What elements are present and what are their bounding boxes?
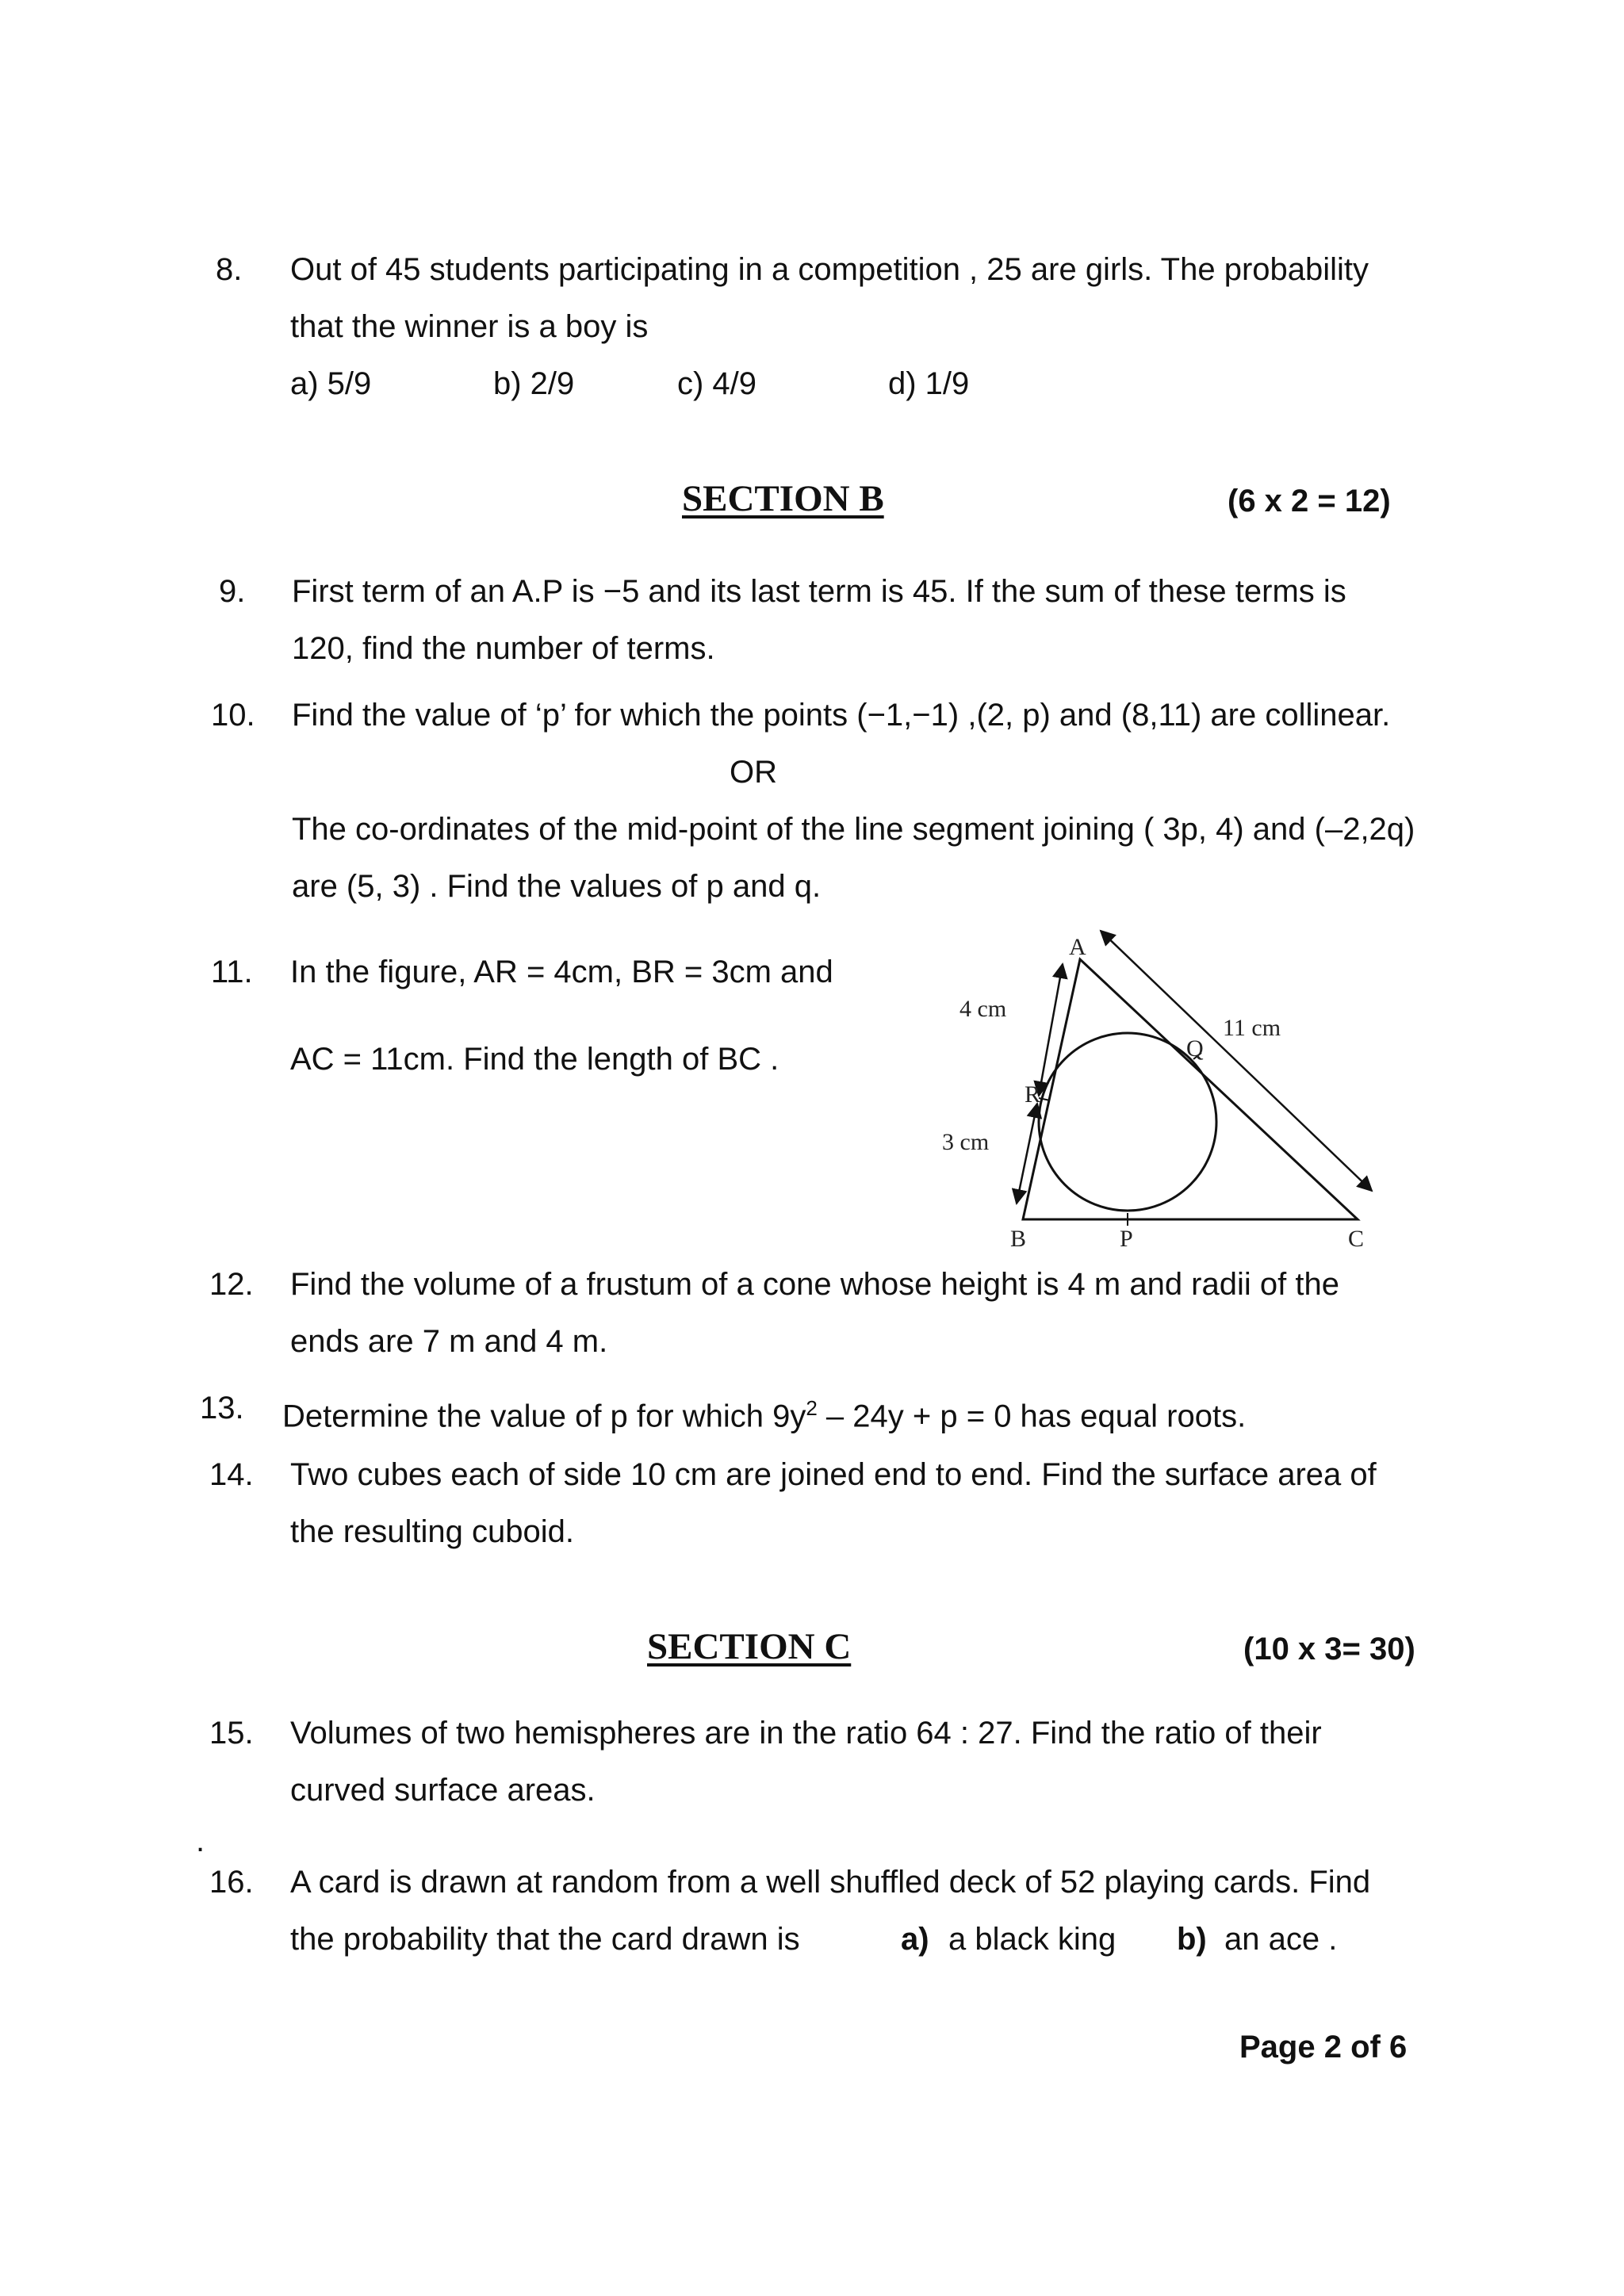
question-8-line-1: Out of 45 students participating in a competition , 25 are girls. The probability bbox=[290, 252, 1369, 287]
section-b-marks: (6 x 2 = 12) bbox=[1228, 484, 1391, 519]
question-10-alt-line-1: The co-ordinates of the mid-point of the line segment joining ( 3p, 4) and (–2,2q) bbox=[292, 812, 1415, 847]
question-8-line-2: that the winner is a boy is bbox=[290, 309, 649, 344]
question-16-line-2: the probability that the card drawn is bbox=[290, 1922, 800, 1957]
question-11-line-1: In the figure, AR = 4cm, BR = 3cm and bbox=[290, 955, 833, 989]
label-br-length: 3 cm bbox=[942, 1129, 990, 1155]
arrow-br bbox=[1017, 1104, 1037, 1203]
question-number-15: 15. bbox=[209, 1716, 254, 1751]
question-number-14: 14. bbox=[209, 1457, 254, 1492]
question-13-text bbox=[282, 1389, 1246, 1435]
question-number-8: 8. bbox=[216, 252, 243, 287]
label-point-r: R bbox=[1025, 1081, 1041, 1108]
question-number-11: 11. bbox=[211, 955, 253, 989]
question-15-line-2: curved surface areas. bbox=[290, 1773, 596, 1808]
label-ac-length: 11 cm bbox=[1223, 1015, 1281, 1041]
stray-dot: . bbox=[196, 1823, 205, 1858]
question-11-line-2: AC = 11cm. Find the length of BC . bbox=[290, 1042, 779, 1077]
question-number-16: 16. bbox=[209, 1865, 254, 1900]
question-13-exponent: 2 bbox=[806, 1396, 818, 1420]
question-10-line-1: Find the value of ‘p’ for which the points (−1,−1) ,(2, p) and (8,11) are collinear. bbox=[292, 698, 1391, 733]
triangle-incircle-figure bbox=[928, 920, 1388, 1253]
question-10-alt-line-2: are (5, 3) . Find the values of p and q. bbox=[292, 869, 822, 904]
question-16-part-a-label: a) bbox=[901, 1922, 929, 1957]
question-number-12: 12. bbox=[209, 1267, 254, 1302]
label-ar-length: 4 cm bbox=[959, 996, 1007, 1022]
question-10-or: OR bbox=[730, 755, 777, 790]
question-14-line-2: the resulting cuboid. bbox=[290, 1514, 575, 1549]
question-8-option-a: a) 5/9 bbox=[290, 366, 372, 401]
arrow-ac bbox=[1101, 931, 1372, 1191]
label-vertex-c: C bbox=[1348, 1226, 1365, 1252]
question-8-option-b: b) 2/9 bbox=[493, 366, 575, 401]
label-vertex-a: A bbox=[1069, 934, 1086, 960]
question-16-part-b-label: b) bbox=[1177, 1922, 1207, 1957]
section-b-title: SECTION B bbox=[682, 478, 884, 519]
question-number-9: 9. bbox=[219, 574, 246, 609]
question-14-line-1: Two cubes each of side 10 cm are joined end to end. Find the surface area of bbox=[290, 1457, 1377, 1492]
question-number-10: 10. bbox=[211, 698, 255, 733]
question-13-text-post: – 24y + p = 0 has equal roots. bbox=[817, 1399, 1247, 1434]
question-8-option-c: c) 4/9 bbox=[677, 366, 757, 401]
question-9-line-1: First term of an A.P is −5 and its last term is 45. If the sum of these terms is bbox=[292, 574, 1346, 609]
question-13-text-pre: Determine the value of p for which 9y bbox=[282, 1399, 806, 1434]
section-c-title: SECTION C bbox=[647, 1626, 852, 1667]
section-c-marks: (10 x 3= 30) bbox=[1243, 1632, 1415, 1667]
question-12-line-1: Find the volume of a frustum of a cone whose height is 4 m and radii of the bbox=[290, 1267, 1339, 1302]
question-16-part-b-text: an ace . bbox=[1224, 1922, 1338, 1957]
question-16-part-a-text: a black king bbox=[948, 1922, 1116, 1957]
question-12-line-2: ends are 7 m and 4 m. bbox=[290, 1324, 608, 1359]
triangle-abc bbox=[1023, 959, 1358, 1219]
label-point-q: Q bbox=[1186, 1035, 1204, 1062]
question-9-line-2: 120, find the number of terms. bbox=[292, 631, 715, 666]
question-15-line-1: Volumes of two hemispheres are in the ratio 64 : 27. Find the ratio of their bbox=[290, 1716, 1322, 1751]
page-number: Page 2 of 6 bbox=[1239, 2030, 1408, 2064]
label-point-p: P bbox=[1120, 1226, 1133, 1252]
question-16-line-1: A card is drawn at random from a well shuffled deck of 52 playing cards. Find bbox=[290, 1865, 1371, 1900]
label-vertex-b: B bbox=[1010, 1226, 1027, 1252]
question-number-13: 13. bbox=[200, 1391, 244, 1425]
question-8-option-d: d) 1/9 bbox=[888, 366, 970, 401]
